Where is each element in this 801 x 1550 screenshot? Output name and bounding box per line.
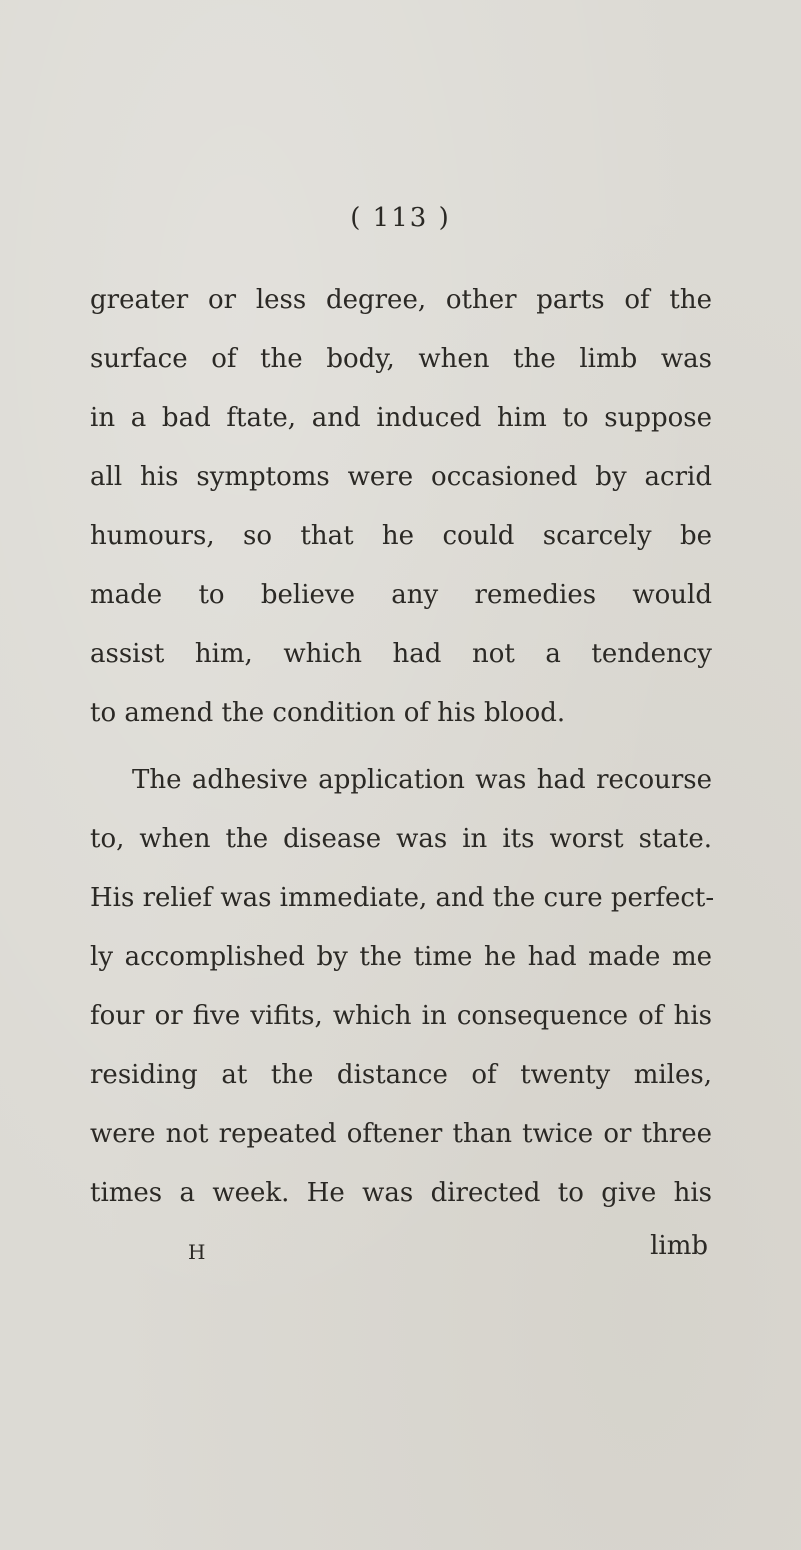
page-number: ( 113 ) (350, 203, 451, 233)
text-line: times a week. He was directed to give his (90, 1178, 712, 1208)
text-line: were not repeated oftener than twice or three (90, 1119, 712, 1149)
text-line: residing at the distance of twenty miles, (90, 1060, 712, 1090)
text-line: The adhesive application was had recourse (132, 765, 712, 795)
signature-mark: H (188, 1240, 207, 1264)
text-line: humours, so that he could scarcely be (90, 521, 712, 551)
text-line: ly accomplished by the time he had made me (90, 942, 712, 972)
text-line: in a bad ftate, and induced him to suppose (90, 403, 712, 433)
text-line: to, when the disease was in its worst state. (90, 824, 712, 854)
text-line: assist him, which had not a tendency (90, 639, 712, 669)
text-line: His relief was immediate, and the cure perfect- (90, 883, 715, 913)
text-line: greater or less degree, other parts of the (90, 285, 712, 315)
text-line: four or five vifits, which in consequence of his (90, 1001, 712, 1031)
text-line: all his symptoms were occasioned by acrid (90, 462, 712, 492)
text-line: to amend the condition of his blood. (90, 698, 566, 728)
text-line: surface of the body, when the limb was (90, 344, 712, 374)
text-line: made to believe any remedies would (90, 580, 712, 610)
catchword: limb (650, 1231, 708, 1261)
